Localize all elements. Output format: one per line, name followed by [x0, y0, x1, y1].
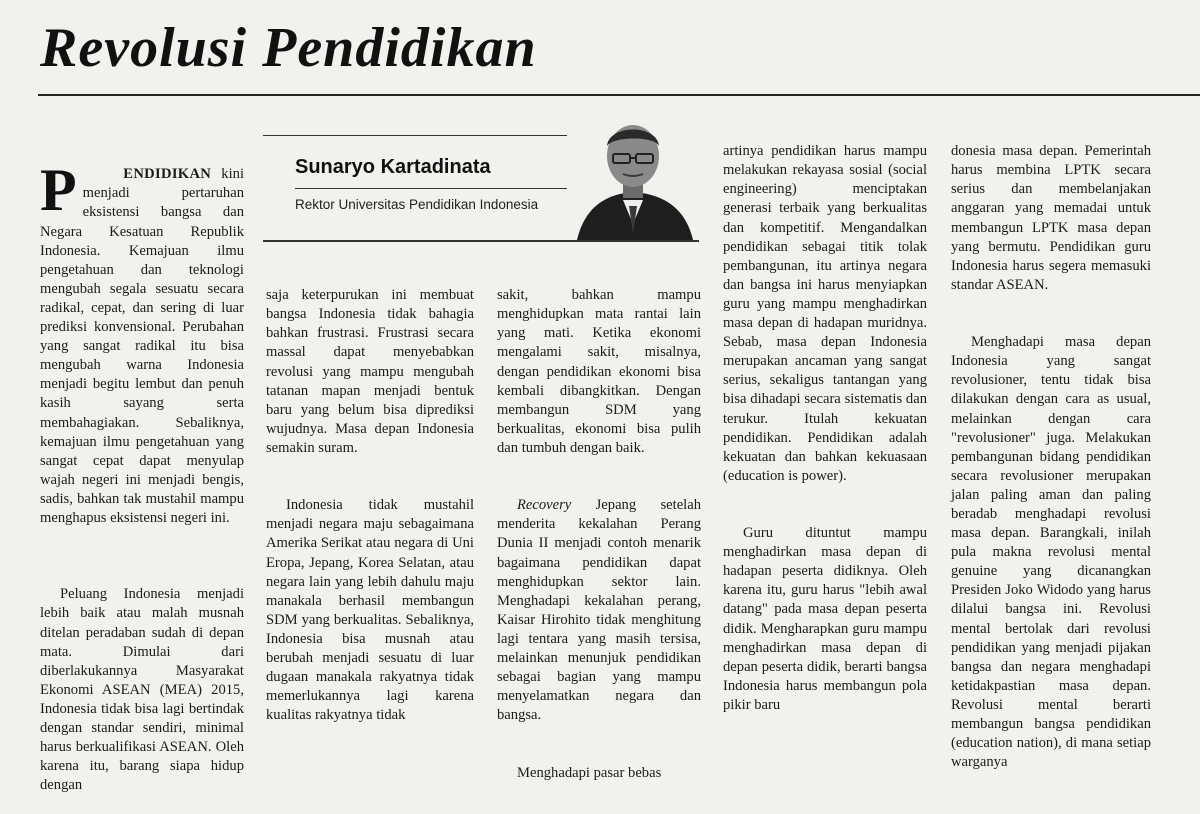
- author-role: Rektor Universitas Pendidikan Indonesia: [295, 197, 539, 212]
- paragraph: artinya pendidikan harus mampu melakukan rekayasa sosial (social engineering) menciptakan generasi terbaik yang berkualitas dan kompetitif. Mengandalkan pendidikan sebagai titik tolak pembangunan, itu artinya negara dan bangsa ini harus menyiapkan guru yang mampu menghadirkan masa depan di hadapan muridnya. Sebab, masa depan Indonesia merupakan ancaman yang sangat serius, sekaligus tantangan yang bisa dihadapi secara sistematis dan terukur. Itulah kekuatan pendidikan. Pendidikan adalah kekuatan dan bahkan kekuasaan (education is power).: [723, 143, 931, 484]
- paragraph-text: kini menjadi pertaruhan eksistensi bangsa dan Negara Kesatuan Republik Indonesia. Kemajuan ilmu pengetahuan dan teknologi mengubah segala sesuatu secara radikal, cepat, dan sering di luar prediksi konvensional. Perubahan yang sangat radikal itu bisa mengubah warna Indonesia menjadi begitu lembut dan penuh kasih sayang serta membahagiakan. Sebaliknya, kemajuan ilmu pengetahuan yang sangat cepat dapat menyulap wajah negeri ini menjadi bengis, sadis, bahkan tak mustahil mampu menghapus eksistensi negeri ini.: [40, 166, 248, 526]
- paragraph-text: Jepang setelah menderita kekalahan Perang Dunia II menjadi contoh menarik bagaimana pendidikan dapat menghidupkan sektor lain. Menghadapi kekalahan perang, Kaisar Hirohito tidak menghitung lagi tentara yang masih tersisa, melainkan menunjuk pendidikan sebagai bagian yang mampu menyelamatkan negara dan bangsa.: [497, 497, 705, 724]
- title-rule: [38, 94, 1200, 96]
- paragraph: Guru dituntut mampu menghadirkan masa depan di hadapan peserta didiknya. Oleh karena itu, guru harus "lebih awal datang" pada masa depan peserta didik. Mengharapkan guru mampu menghadirkan masa depan di depan peserta didik, berarti bangsa Indonesia harus membangun pola pikir baru: [723, 525, 931, 713]
- column-5: [951, 104, 1155, 791]
- paragraph: Menghadapi masa depan Indonesia yang sangat revolusioner, tentu tidak bisa dilakukan dengan cara as usual, melainkan dengan cara "revolusioner" juga. Melakukan pembangunan bidang pendidikan secara revolusioner merupakan jalan paling aman dan paling beradab menghadapi revolusi masa depan. Barangkali, inilah pula makna revolusi mental genuine yang dicanangkan Presiden Joko Widodo yang harus dilalui bangsa ini. Revolusi mental bertolak dari revolusi pendidikan yang menjadi pijakan bangsa dan negara menghadapi ketidakpastian masa depan. Revolusi mental berarti membangun bangsa pendidikan (education nation), di mana setiap warganya: [951, 334, 1155, 771]
- paragraph: Menghadapi pasar bebas: [517, 764, 662, 781]
- author-divider: [295, 188, 575, 189]
- column-3: [497, 248, 705, 802]
- column-2: [266, 248, 478, 744]
- drop-cap: P: [40, 157, 77, 224]
- paragraph: Indonesia tidak mustahil menjadi negara maju sebagaimana Amerika Serikat atau negara di Uni Eropa, Jepang, Korea Selatan, atau negara lain yang lebih dahulu maju manakala berhasil membangun SDM yang berkualitas. Sebaliknya, Indonesia bisa musnah atau berubah menjadi sesuatu di luar dugaan manakala rakyatnya tidak memerlukannya lagi karena kualitas rakyatnya tidak: [266, 497, 478, 724]
- paragraph: [40, 146, 248, 547]
- column-1: [40, 108, 248, 814]
- emphasis: Recovery: [517, 497, 572, 514]
- paragraph: Peluang Indonesia menjadi lebih baik atau malah musnah ditelan peradaban sudah di depan mata. Dimulai dari diberlakukannya Masyarakat Ekonomi ASEAN (MEA) 2015, Indonesia tidak bisa lagi bertindak dengan standar sendiri, minimal harus berkualifikasi ASEAN. Oleh karena itu, barang siapa hidup dengan: [40, 586, 248, 794]
- lead-word: ENDIDIKAN: [123, 166, 212, 183]
- paragraph: sakit, bahkan mampu menghidupkan mata rantai lain yang mati. Ketika ekonomi mengalami sakit, misalnya, dengan pendidikan ekonomi bisa kembali dibangkitkan. Dengan membangun SDM yang berkualitas, ekonomi bisa pulih dan tumbuh dengan baik.: [497, 287, 705, 456]
- author-photo: [567, 114, 699, 240]
- article-title: Revolusi Pendidikan: [40, 17, 537, 79]
- paragraph: donesia masa depan. Pemerintah harus membina LPTK secara serius dan membelanjakan anggaran yang memadai untuk membangun LPTK masa depan yang bermutu. Pendidikan guru Indonesia harus segera memasuki standar ASEAN.: [951, 143, 1155, 293]
- column-4: [723, 104, 931, 734]
- author-box: [263, 135, 699, 242]
- paragraph: [497, 496, 705, 725]
- author-name: Sunaryo Kartadinata: [295, 156, 491, 178]
- paragraph: saja keterpurukan ini membuat bangsa Indonesia tidak bahagia bahkan frustrasi. Frustrasi secara massal dapat menyebabkan revolusi yang mampu mengubah tatanan mapan menjadi bentuk baru yang belum bisa diprediksi wujudnya. Masa depan Indonesia semakin suram.: [266, 287, 478, 456]
